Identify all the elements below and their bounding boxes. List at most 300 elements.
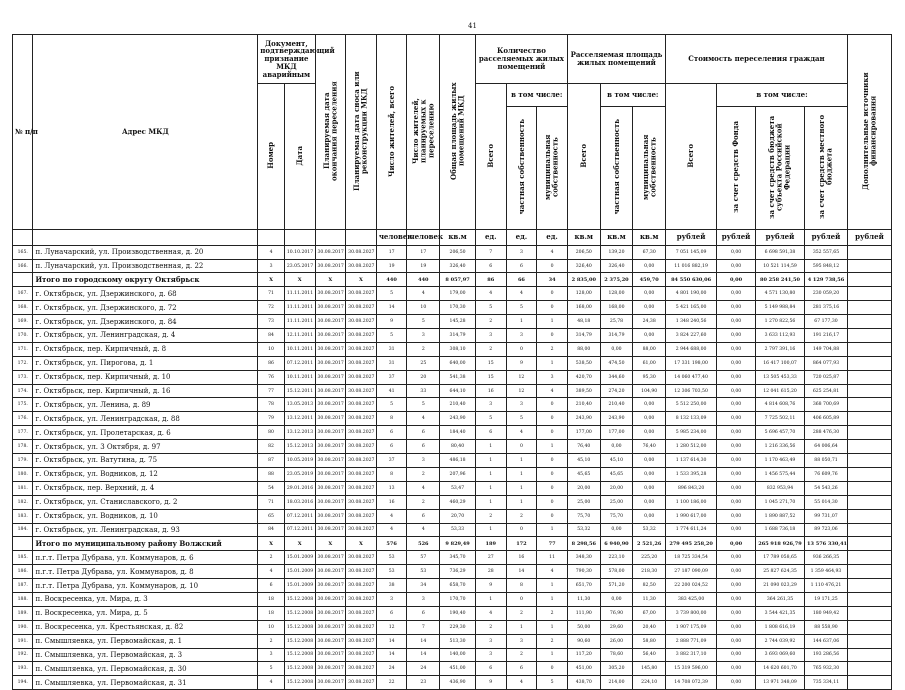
table-cell: 3 — [475, 329, 506, 343]
table-cell: 1 216 336,56 — [755, 440, 804, 454]
table-cell: 145,28 — [440, 315, 476, 329]
table-cell: 53 — [407, 565, 440, 579]
table-cell: 420,70 — [567, 370, 600, 384]
table-cell: 14 — [376, 301, 407, 315]
table-cell: 24 — [376, 662, 407, 676]
table-cell — [847, 606, 891, 620]
table-cell: 76 — [258, 370, 285, 384]
table-cell: 8 — [506, 579, 537, 593]
table-cell: 14 — [407, 634, 440, 648]
table-cell: г. Октябрьск, ул. Ленинградская, д. 4 — [33, 329, 258, 343]
table-cell: 4 — [537, 565, 568, 579]
table-cell: 305,20 — [600, 662, 633, 676]
header-cost-total: Всего — [686, 143, 696, 168]
table-cell: 0 — [537, 481, 568, 495]
table-cell: 625 254,81 — [805, 384, 848, 398]
table-cell: 5 — [376, 287, 407, 301]
table-cell: 3 693 069,60 — [755, 648, 804, 662]
table-cell: 194. — [13, 676, 33, 690]
table-row — [13, 592, 892, 606]
table-cell — [847, 509, 891, 523]
table-cell: 20,00 — [567, 481, 600, 495]
table-cell: 15.12.2011 — [284, 384, 315, 398]
table-cell: 4 801 190,00 — [666, 287, 717, 301]
table-cell: 72 — [258, 301, 285, 315]
table-cell: 187. — [13, 579, 33, 593]
table-cell: 19 — [376, 259, 407, 273]
table-cell: 9 — [475, 676, 506, 690]
table-cell: 173. — [13, 370, 33, 384]
table-cell — [847, 537, 891, 551]
table-cell: 30.08.2017 — [315, 412, 346, 426]
table-cell: 406 605,89 — [805, 412, 848, 426]
table-cell: 6 698 591,38 — [755, 245, 804, 259]
table-cell: 168. — [13, 301, 33, 315]
table-cell: г. Октябрьск, ул. Ленинградская, д. 88 — [33, 412, 258, 426]
table-cell: 0,00 — [717, 606, 756, 620]
table-cell: 180. — [13, 467, 33, 481]
table-cell: 1 — [537, 592, 568, 606]
table-cell: 15.12.2008 — [284, 676, 315, 690]
table-cell: 37 — [376, 370, 407, 384]
table-cell — [847, 356, 891, 370]
table-cell: 0 — [537, 329, 568, 343]
table-cell — [847, 412, 891, 426]
table-cell: 451,00 — [440, 662, 476, 676]
table-cell: 30.08.2027 — [346, 426, 377, 440]
table-cell: 459,70 — [633, 273, 666, 287]
table-row — [13, 634, 892, 648]
table-cell: 2 — [506, 648, 537, 662]
table-cell: 4 — [506, 287, 537, 301]
table-cell: 0,00 — [600, 342, 633, 356]
table-cell: 2 — [506, 606, 537, 620]
table-cell: 88 558,90 — [805, 620, 848, 634]
table-cell — [847, 579, 891, 593]
table-cell: 34 — [537, 273, 568, 287]
table-cell: 13 — [376, 481, 407, 495]
table-cell: 210,40 — [600, 398, 633, 412]
table-cell: 30.08.2017 — [315, 454, 346, 468]
table-cell: 6 — [475, 426, 506, 440]
table-cell: 243,90 — [567, 412, 600, 426]
table-cell: 77 — [537, 537, 568, 551]
table-cell: 265 918 926,79 — [755, 537, 804, 551]
table-cell: 4 129 738,56 — [805, 273, 848, 287]
table-cell: 30.08.2027 — [346, 467, 377, 481]
table-cell: 288 476,30 — [805, 426, 848, 440]
table-cell: 2 521,26 — [633, 537, 666, 551]
table-cell: п. Смышляевка, ул. Первомайская, д. 31 — [33, 676, 258, 690]
table-cell: 364 261,35 — [755, 592, 804, 606]
table-cell: 82 — [258, 440, 285, 454]
table-cell: 243,90 — [600, 412, 633, 426]
table-cell: 66 — [506, 273, 537, 287]
table-cell: 12 — [506, 370, 537, 384]
table-cell: 185. — [13, 551, 33, 565]
table-cell: 1 — [506, 495, 537, 509]
table-cell: 30.08.2027 — [346, 565, 377, 579]
table-cell: 14 — [376, 634, 407, 648]
table-cell: 0,00 — [717, 620, 756, 634]
table-cell: 17 — [376, 245, 407, 259]
table-cell: г. Октябрьск, ул. Дзержинского, д. 72 — [33, 301, 258, 315]
table-cell: 12 — [506, 384, 537, 398]
table-cell: 10 521 114,59 — [755, 259, 804, 273]
table-cell: 4 — [407, 523, 440, 537]
table-cell: 184,40 — [440, 426, 476, 440]
table-cell — [847, 259, 891, 273]
table-cell: 15 — [475, 356, 506, 370]
table-cell: 0,00 — [717, 662, 756, 676]
header-cost-group: Стоимость переселения граждан — [666, 35, 848, 84]
table-cell: 30.08.2027 — [346, 370, 377, 384]
table-cell: 30.08.2017 — [315, 620, 346, 634]
table-cell: 0,00 — [717, 356, 756, 370]
table-cell: 1 907 175,09 — [666, 620, 717, 634]
header-area-private: частная собственность — [611, 119, 621, 215]
header-rooms-private: частная собственность — [516, 119, 526, 215]
table-cell: 0,00 — [717, 495, 756, 509]
table-cell: 30.08.2027 — [346, 356, 377, 370]
table-cell: 30.08.2017 — [315, 648, 346, 662]
table-cell: 16 — [475, 384, 506, 398]
table-cell: 30.08.2027 — [346, 620, 377, 634]
table-cell — [847, 384, 891, 398]
table-cell: 0,00 — [633, 426, 666, 440]
table-row — [13, 426, 892, 440]
table-cell: 571,20 — [600, 579, 633, 593]
table-row — [13, 648, 892, 662]
table-cell: 86 — [475, 273, 506, 287]
table-cell: 11 016 882,19 — [666, 259, 717, 273]
table-cell — [847, 454, 891, 468]
table-cell: 25,00 — [567, 495, 600, 509]
table-cell: 0,00 — [717, 481, 756, 495]
table-row — [13, 551, 892, 565]
table-cell: 15.12.2008 — [284, 620, 315, 634]
table-cell: 2 — [407, 467, 440, 481]
table-cell: 1 348 240,56 — [666, 315, 717, 329]
header-rooms-municipal: муниципальная собственность — [543, 134, 561, 200]
table-cell: 0 — [537, 467, 568, 481]
table-cell: 0,00 — [717, 412, 756, 426]
table-cell: 14 060 477,40 — [666, 370, 717, 384]
table-cell: 18 — [258, 592, 285, 606]
table-cell: 77 — [258, 384, 285, 398]
table-cell: 206,50 — [567, 245, 600, 259]
table-cell: 224,10 — [633, 676, 666, 690]
table-cell: 78 — [258, 398, 285, 412]
table-cell: 50,00 — [567, 620, 600, 634]
table-cell: 352 557,65 — [805, 245, 848, 259]
table-cell: 3 — [475, 648, 506, 662]
table-cell: 5 — [506, 301, 537, 315]
table-cell: 1 — [506, 454, 537, 468]
table-cell: 33 — [407, 384, 440, 398]
table-cell: 07.12.2011 — [284, 356, 315, 370]
table-cell: 88 050,71 — [805, 454, 848, 468]
table-cell: 30.08.2017 — [315, 301, 346, 315]
table-cell: 5 — [407, 315, 440, 329]
table-cell: 30.08.2017 — [315, 356, 346, 370]
table-cell: 76 609,76 — [805, 467, 848, 481]
table-cell: 30.08.2017 — [315, 384, 346, 398]
table-row — [13, 259, 892, 273]
table-cell: 3 — [407, 329, 440, 343]
table-cell — [847, 287, 891, 301]
table-cell: 30.08.2027 — [346, 676, 377, 690]
table-cell: 30.08.2017 — [315, 315, 346, 329]
table-cell: 20,00 — [600, 481, 633, 495]
table-cell: 440 — [407, 273, 440, 287]
table-row — [13, 509, 892, 523]
table-cell: 30.08.2027 — [346, 634, 377, 648]
table-cell: 0 — [537, 454, 568, 468]
table-cell: 0 — [537, 662, 568, 676]
table-cell: 218,30 — [633, 565, 666, 579]
table-cell: 4 571 130,80 — [755, 287, 804, 301]
table-cell: 4 — [537, 245, 568, 259]
table-cell: 111,90 — [567, 606, 600, 620]
table-cell: п. Луначарский, ул. Производственная, д. 22 — [33, 259, 258, 273]
table-cell: 6 — [407, 426, 440, 440]
table-cell: 1 890 887,52 — [755, 509, 804, 523]
table-cell: 6 — [475, 259, 506, 273]
table-cell: 30.08.2027 — [346, 606, 377, 620]
table-cell: 7 051 145,09 — [666, 245, 717, 259]
table-cell: 30.08.2017 — [315, 440, 346, 454]
table-cell: 23.05.2019 — [284, 467, 315, 481]
table-cell: 1 110 476,21 — [805, 579, 848, 593]
table-cell: 1 — [506, 315, 537, 329]
table-cell: 4 — [258, 245, 285, 259]
table-cell: 348,30 — [567, 551, 600, 565]
table-cell: 1 — [537, 440, 568, 454]
table-cell — [847, 467, 891, 481]
table-cell: 0,00 — [600, 523, 633, 537]
header-additional-sources: Дополнительные источники финансирования — [860, 72, 878, 190]
table-cell: 30.08.2017 — [315, 551, 346, 565]
table-cell: 0 — [537, 412, 568, 426]
table-cell — [847, 620, 891, 634]
table-cell: X — [346, 273, 377, 287]
table-cell: 11.11.2011 — [284, 315, 315, 329]
table-cell: 170,70 — [440, 592, 476, 606]
resettlement-table — [12, 34, 892, 690]
table-cell: 0,00 — [633, 454, 666, 468]
table-cell: 9 — [475, 579, 506, 593]
table-cell: 0,00 — [717, 273, 756, 287]
table-cell: 30.08.2017 — [315, 287, 346, 301]
table-cell: 3 739 800,00 — [666, 606, 717, 620]
table-cell: 78,60 — [600, 648, 633, 662]
table-cell: 0,00 — [633, 329, 666, 343]
table-cell: 15 — [475, 370, 506, 384]
header-planned-end: Планируемая дата окончания переселения — [321, 81, 339, 181]
table-cell: 30.08.2027 — [346, 592, 377, 606]
table-cell: г. Октябрьск, ул. 3 Октября, д. 97 — [33, 440, 258, 454]
table-cell: 513,30 — [440, 634, 476, 648]
table-cell: 16 — [376, 495, 407, 509]
table-cell: 181. — [13, 481, 33, 495]
table-cell: 8 298,56 — [567, 537, 600, 551]
table-cell: п. Смышляевка, ул. Первомайская, д. 3 — [33, 648, 258, 662]
table-cell: г. Октябрьск, ул. Дзержинского, д. 68 — [33, 287, 258, 301]
table-cell: 225,20 — [633, 551, 666, 565]
table-cell: 0 — [506, 440, 537, 454]
table-cell: 2 — [407, 495, 440, 509]
table-cell: 206,50 — [440, 245, 476, 259]
table-cell: 166. — [13, 259, 33, 273]
table-cell: 30.08.2017 — [315, 634, 346, 648]
table-cell: 230 059,20 — [805, 287, 848, 301]
table-cell: 14 — [376, 648, 407, 662]
table-cell: 15.12.2008 — [284, 648, 315, 662]
table-cell: 07.12.2011 — [284, 509, 315, 523]
table-cell: 23 — [407, 676, 440, 690]
table-cell: 71 — [258, 287, 285, 301]
table-cell: 6 — [475, 662, 506, 676]
table-cell: 2 — [506, 509, 537, 523]
table-cell: 8 — [376, 412, 407, 426]
table-cell: 1 688 736,18 — [755, 523, 804, 537]
table-cell: 139,20 — [600, 245, 633, 259]
table-cell: 14 708 072,39 — [666, 676, 717, 690]
table-cell: 644,10 — [440, 384, 476, 398]
table-cell — [847, 273, 891, 287]
table-cell: 0,00 — [717, 384, 756, 398]
table-cell: 1 — [475, 454, 506, 468]
table-cell: 0 — [537, 495, 568, 509]
table-cell: 223,10 — [600, 551, 633, 565]
table-cell: 0,00 — [717, 676, 756, 690]
table-cell: г. Октябрьск, пер. Верхний, д. 4 — [33, 481, 258, 495]
table-cell: 4 — [475, 287, 506, 301]
table-cell: 345,70 — [440, 551, 476, 565]
table-cell: 0,00 — [717, 648, 756, 662]
table-cell: 30.08.2027 — [346, 523, 377, 537]
table-cell: 0,00 — [600, 440, 633, 454]
table-cell — [847, 245, 891, 259]
table-cell: 368 700,69 — [805, 398, 848, 412]
table-cell: 76,40 — [567, 440, 600, 454]
table-cell: 34 — [407, 579, 440, 593]
table-cell: 0 — [537, 259, 568, 273]
table-cell: 79 — [258, 412, 285, 426]
table-cell: 67,00 — [633, 606, 666, 620]
table-cell: 438,70 — [567, 676, 600, 690]
table-cell: 12 306 703,50 — [666, 384, 717, 398]
table-cell: 177,00 — [567, 426, 600, 440]
table-cell: 1 808 616,19 — [755, 620, 804, 634]
table-cell: 451,00 — [567, 662, 600, 676]
table-cell: г. Октябрьск, ул. Ватутина, д. 75 — [33, 454, 258, 468]
table-cell: 13.05.2013 — [284, 398, 315, 412]
table-cell: 80 258 241,50 — [755, 273, 804, 287]
table-cell: 7 — [475, 245, 506, 259]
table-cell: 214,00 — [600, 676, 633, 690]
table-cell — [847, 523, 891, 537]
table-cell: 0 — [537, 509, 568, 523]
table-cell: 87 — [258, 454, 285, 468]
table-cell: 3 — [537, 370, 568, 384]
table-cell: 9 — [376, 315, 407, 329]
table-cell: 11.11.2011 — [284, 287, 315, 301]
table-cell: 3 — [475, 634, 506, 648]
table-cell: 243,90 — [440, 412, 476, 426]
table-cell: 0,00 — [717, 592, 756, 606]
table-cell: 5 — [475, 412, 506, 426]
table-cell: 210,40 — [567, 398, 600, 412]
table-cell: 104,90 — [633, 384, 666, 398]
table-cell: 177,00 — [600, 426, 633, 440]
table-row — [13, 370, 892, 384]
table-cell: 2 — [407, 342, 440, 356]
table-cell: 460,29 — [440, 495, 476, 509]
table-cell: 67,30 — [633, 245, 666, 259]
table-cell: 30.08.2027 — [346, 287, 377, 301]
table-cell: 9 829,49 — [440, 537, 476, 551]
table-cell: 88,00 — [633, 342, 666, 356]
table-cell: г. Октябрьск, пер. Кирпичный, д. 10 — [33, 370, 258, 384]
table-cell: 3 — [376, 592, 407, 606]
table-cell: 6 940,90 — [600, 537, 633, 551]
table-cell: 182. — [13, 495, 33, 509]
table-cell: 651,70 — [567, 579, 600, 593]
table-cell — [847, 662, 891, 676]
table-cell: 18 725 334,54 — [666, 551, 717, 565]
table-cell: 6 — [506, 662, 537, 676]
table-cell: 176. — [13, 412, 33, 426]
table-cell: 5 985 234,00 — [666, 426, 717, 440]
table-cell: 58,80 — [633, 634, 666, 648]
table-cell: 30.08.2027 — [346, 384, 377, 398]
table-cell: 541,38 — [440, 370, 476, 384]
table-cell: г. Октябрьск, ул. Станиславского, д. 2 — [33, 495, 258, 509]
header-num: № п/п — [13, 35, 33, 230]
table-cell: 10.05.2019 — [284, 454, 315, 468]
table-cell: 1 270 822,56 — [755, 315, 804, 329]
table-cell: 6 — [376, 440, 407, 454]
table-cell: 0,00 — [717, 565, 756, 579]
table-cell: 1 774 611,24 — [666, 523, 717, 537]
header-planned-demolition: Планируемая дата сноса или реконструкции МКД — [352, 71, 369, 191]
table-cell: 4 814 608,76 — [755, 398, 804, 412]
table-cell: 179. — [13, 454, 33, 468]
table-cell: 76,40 — [633, 440, 666, 454]
table-cell: 170,30 — [440, 301, 476, 315]
table-cell: 3 — [258, 648, 285, 662]
table-cell: 184. — [13, 523, 33, 537]
table-cell: 149 704,88 — [805, 342, 848, 356]
table-cell: 0,00 — [633, 481, 666, 495]
table-cell: 1 — [475, 495, 506, 509]
table-cell: Итого по муниципальному району Волжский — [33, 537, 258, 551]
table-cell: 88 — [258, 467, 285, 481]
table-cell: 2 — [475, 342, 506, 356]
table-cell: 20 — [407, 370, 440, 384]
table-cell: 30.08.2027 — [346, 440, 377, 454]
table-cell: X — [346, 537, 377, 551]
table-cell: 20,40 — [633, 620, 666, 634]
table-cell: 14 — [506, 565, 537, 579]
table-cell: 5 — [475, 301, 506, 315]
table-cell: 10.10.2017 — [284, 245, 315, 259]
table-cell: 30.08.2027 — [346, 329, 377, 343]
table-cell: г. Октябрьск, ул. Пирогова, д. 1 — [33, 356, 258, 370]
table-cell — [13, 537, 33, 551]
